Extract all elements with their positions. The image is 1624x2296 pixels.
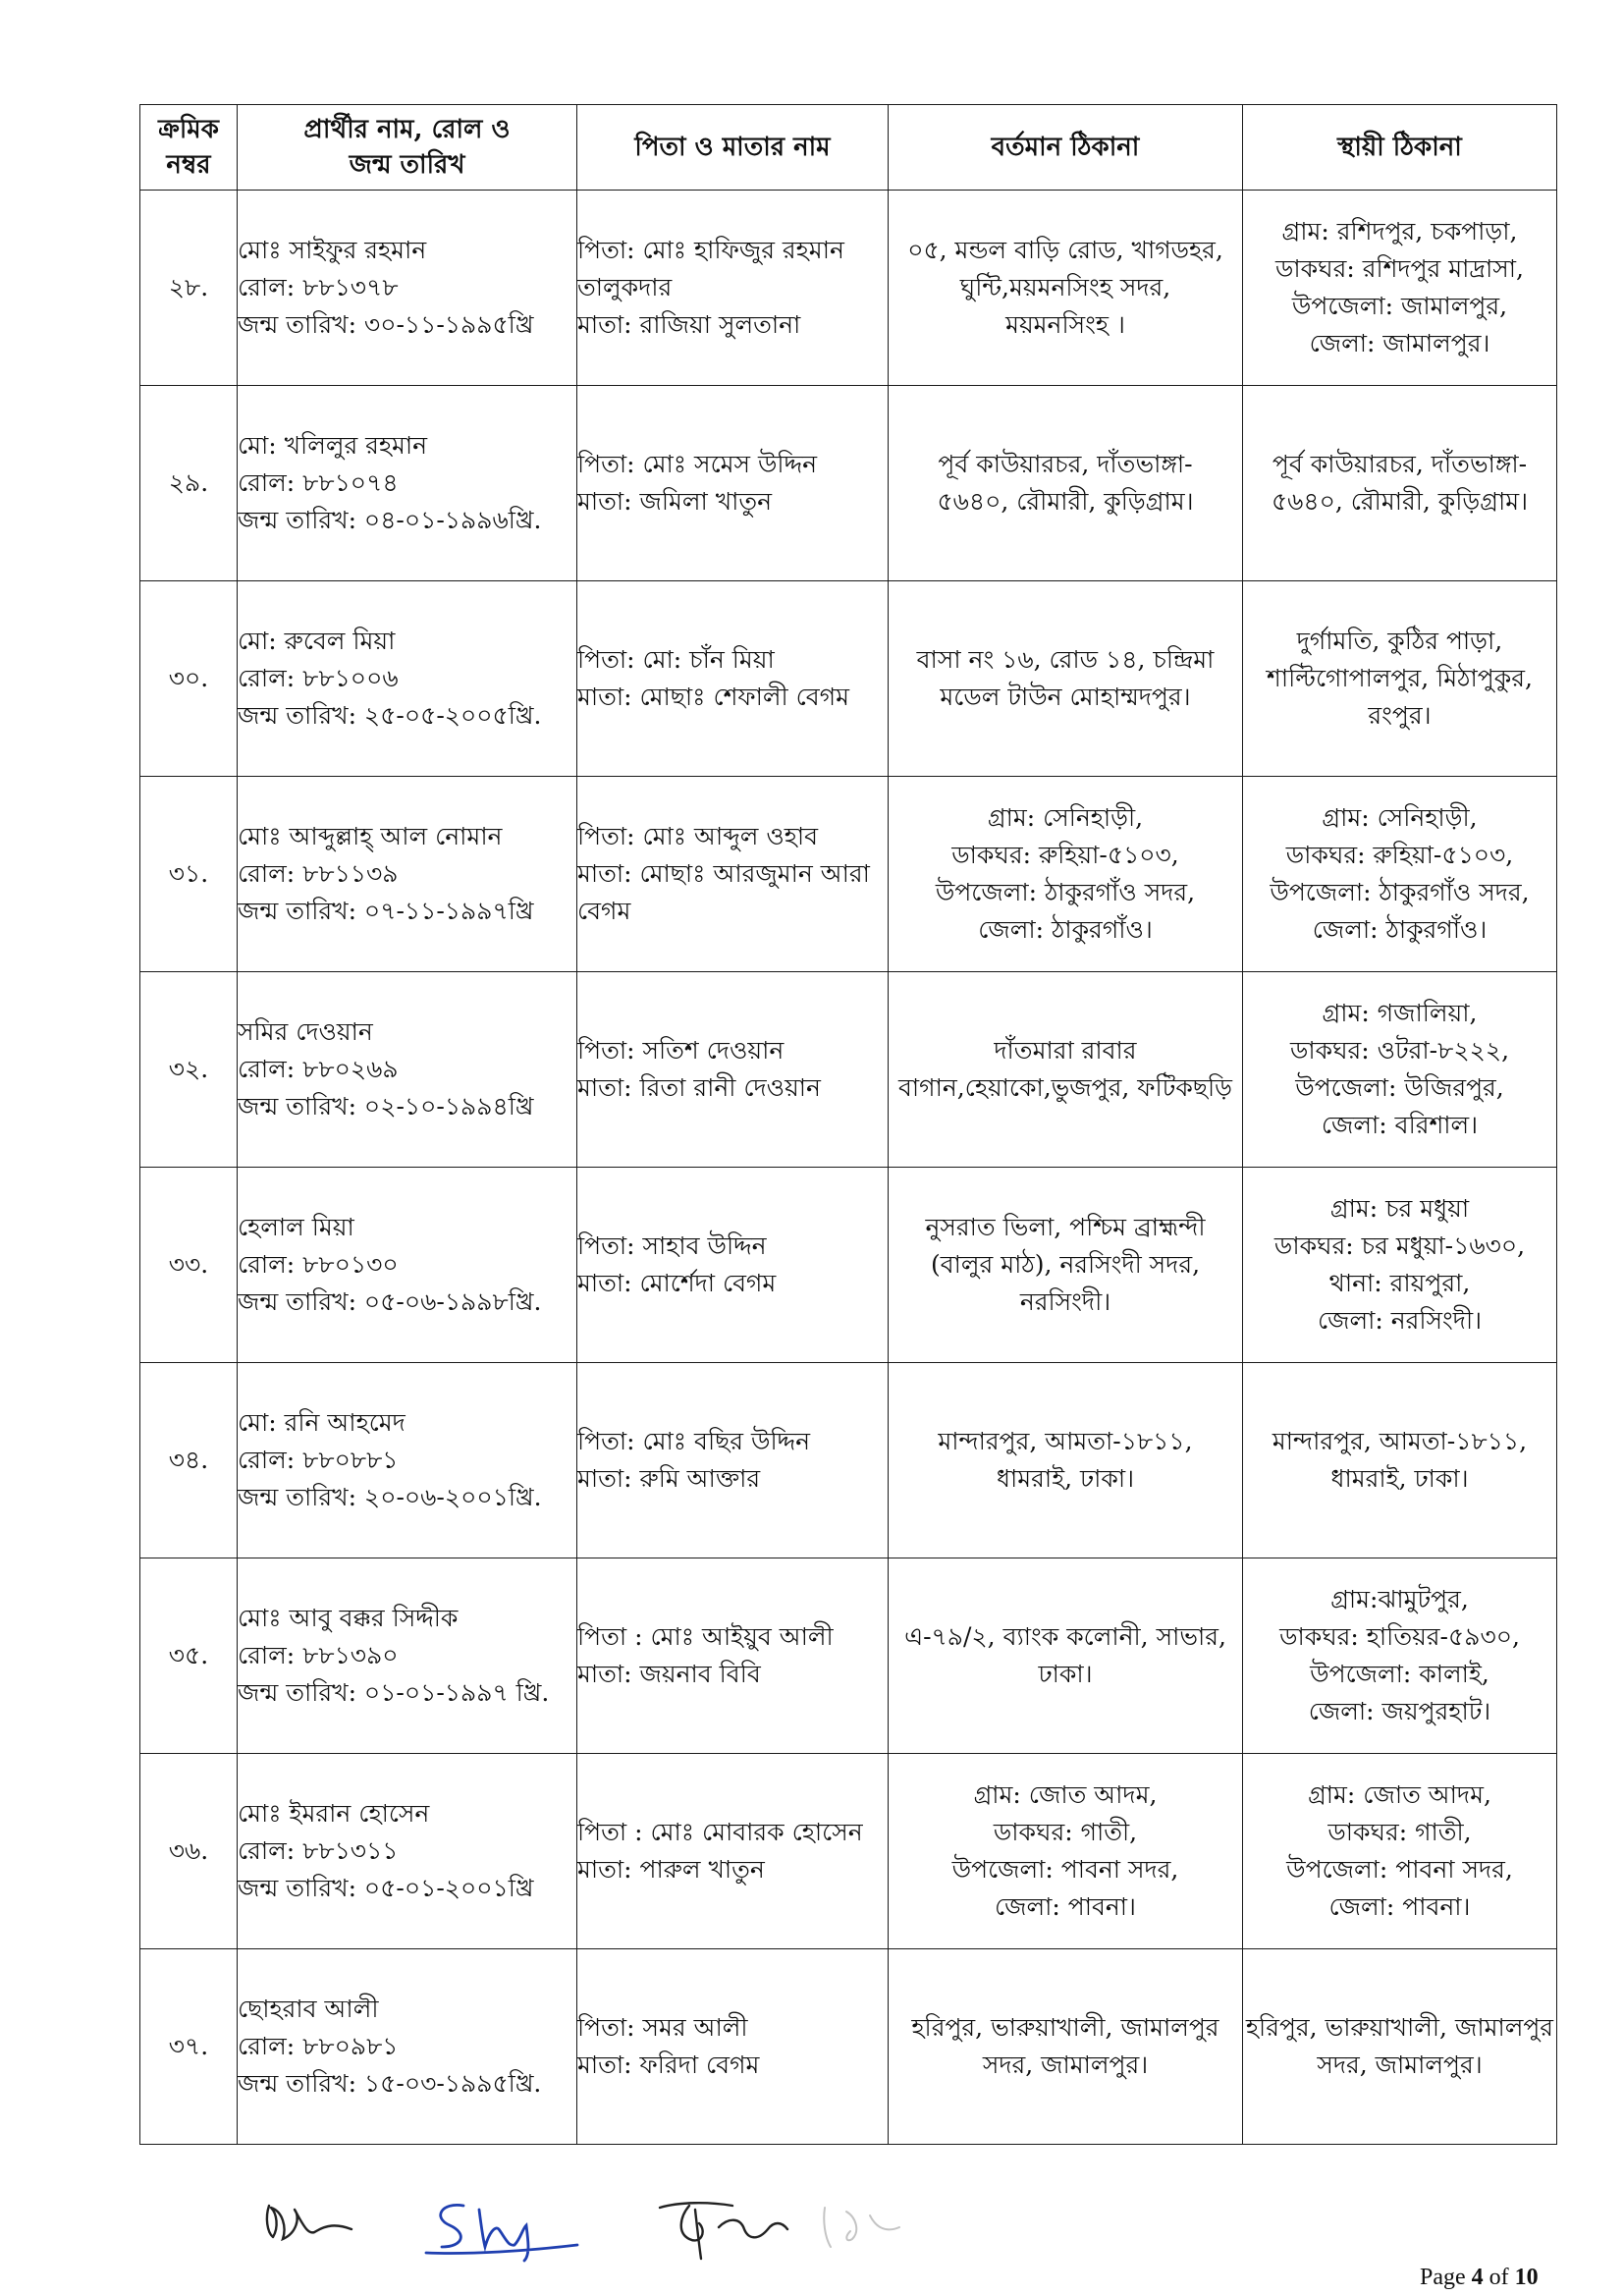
permanent-address-cell: [1243, 1558, 1557, 1754]
candidate-cell: [238, 972, 577, 1168]
parents-cell: [577, 1558, 889, 1754]
signature-3: [650, 2188, 817, 2267]
present-address-cell-line: মডেল টাউন মোহাম্মদপুর।: [940, 683, 1191, 711]
present-address-cell: [889, 581, 1243, 777]
parents-cell-line: বেগম: [577, 897, 631, 925]
candidate-cell: [238, 386, 577, 581]
table-row: [140, 1558, 1557, 1754]
parents-cell: [577, 1168, 889, 1363]
candidate-cell-line: জন্ম তারিখ: ০৭-১১-১৯৯৭খ্রি: [238, 897, 534, 925]
serial-cell: ৩০.: [140, 581, 238, 777]
present-address-cell-line: ০৫, মন্ডল বাড়ি রোড, খাগডহর,: [907, 236, 1223, 264]
candidate-cell: [238, 581, 577, 777]
candidate-cell-line: মো: রনি আহমেদ: [238, 1408, 406, 1437]
serial-cell: ৩৪.: [140, 1363, 238, 1558]
present-address-cell-line: এ-৭৯/২, ব্যাংক কলোনী, সাভার,: [904, 1622, 1226, 1651]
permanent-address-cell-line: রংপুর।: [1368, 701, 1432, 730]
present-address-cell: [889, 1558, 1243, 1754]
candidate-cell-line: জন্ম তারিখ: ২০-০৬-২০০১খ্রি.: [238, 1483, 542, 1511]
parents-cell-line: পিতা: মোঃ সমেস উদ্দিন: [577, 450, 817, 478]
page-of: of: [1489, 2265, 1509, 2290]
header-permanent-address: স্থায়ী ঠিকানা: [1243, 105, 1557, 191]
parents-cell: [577, 1363, 889, 1558]
permanent-address-cell-line: গ্রাম:ঝামুটপুর,: [1330, 1585, 1469, 1613]
candidate-cell: [238, 1754, 577, 1949]
candidate-cell-line: রোল: ৮৮১৩৯০: [238, 1641, 399, 1669]
present-address-cell: [889, 1363, 1243, 1558]
permanent-address-cell-line: গ্রাম: গজালিয়া,: [1322, 999, 1478, 1027]
candidate-cell-line: জন্ম তারিখ: ০১-০১-১৯৯৭ খ্রি.: [238, 1678, 550, 1707]
permanent-address-cell: [1243, 972, 1557, 1168]
candidate-cell: [238, 1168, 577, 1363]
present-address-cell-line: বাসা নং ১৬, রোড ১৪, চন্দ্রিমা: [916, 645, 1215, 674]
present-address-cell-line: পূর্ব কাউয়ারচর, দাঁতভাঙ্গা-: [938, 450, 1193, 478]
header-candidate-line1: প্রার্থীর নাম, রোল ও: [303, 115, 511, 144]
serial-cell: ৩৭.: [140, 1949, 238, 2145]
parents-cell-line: পিতা : মোঃ আইয়ুব আলী: [577, 1622, 834, 1651]
present-address-cell-line: ৫৬৪০, রৌমারী, কুড়িগ্রাম।: [937, 487, 1194, 516]
candidate-cell-line: জন্ম তারিখ: ২৫-০৫-২০০৫খ্রি.: [238, 701, 542, 730]
candidate-cell-line: রোল: ৮৮১০৭৪: [238, 468, 399, 497]
parents-cell-line: পিতা: সমর আলী: [577, 2013, 748, 2042]
permanent-address-cell-line: গ্রাম: চর মধুয়া: [1329, 1194, 1470, 1223]
header-serial: [140, 105, 238, 191]
permanent-address-cell-line: ডাকঘর: রুহিয়া-৫১০৩,: [1285, 841, 1514, 869]
parents-cell-line: মাতা: জমিলা খাতুন: [577, 487, 773, 516]
parents-cell-line: পিতা: মোঃ বছির উদ্দিন: [577, 1427, 811, 1455]
candidate-cell-line: মো: রুবেল মিয়া: [238, 627, 396, 655]
permanent-address-cell-line: গ্রাম: জোত আদম,: [1308, 1780, 1491, 1809]
serial-cell: ৩২.: [140, 972, 238, 1168]
page-word: Page: [1420, 2265, 1466, 2290]
permanent-address-cell: [1243, 1949, 1557, 2145]
header-candidate-line2: জন্ম তারিখ: [349, 150, 465, 180]
candidate-cell-line: জন্ম তারিখ: ১৫-০৩-১৯৯৫খ্রি.: [238, 2069, 542, 2098]
signature-4-faded: [817, 2198, 925, 2257]
candidate-table: [139, 104, 1557, 2145]
permanent-address-cell-line: জেলা: ঠাকুরগাঁও।: [1312, 915, 1488, 944]
present-address-cell-line: ধামরাই, ঢাকা।: [996, 1464, 1135, 1493]
parents-cell-line: পিতা: মোঃ আব্দুল ওহাব: [577, 822, 819, 850]
candidate-cell-line: জন্ম তারিখ: ৩০-১১-১৯৯৫খ্রি: [238, 310, 534, 339]
permanent-address-cell-line: জেলা: পাবনা।: [1328, 1892, 1471, 1921]
present-address-cell: [889, 972, 1243, 1168]
permanent-address-cell: [1243, 191, 1557, 386]
permanent-address-cell: [1243, 386, 1557, 581]
parents-cell-line: মাতা: রিতা রানী দেওয়ান: [577, 1073, 821, 1102]
permanent-address-cell-line: উপজেলা: উজিরপুর,: [1295, 1073, 1504, 1102]
permanent-address-cell: [1243, 1754, 1557, 1949]
parents-cell-line: মাতা: রাজিয়া সুলতানা: [577, 310, 801, 339]
signature-2: [420, 2196, 587, 2267]
present-address-cell-line: ডাকঘর: গাতী,: [993, 1818, 1138, 1846]
permanent-address-cell-line: উপজেলা: কালাই,: [1310, 1660, 1489, 1688]
present-address-cell-line: গ্রাম: সেনিহাড়ী,: [987, 803, 1144, 832]
page-total: 10: [1514, 2265, 1539, 2290]
candidate-cell-line: ছোহরাব আলী: [238, 1995, 379, 2023]
candidate-cell-line: মোঃ সাইফুর রহমান: [238, 236, 427, 264]
page-current: 4: [1471, 2265, 1484, 2290]
parents-cell: [577, 1949, 889, 2145]
permanent-address-cell-line: দুর্গামতি, কুঠির পাড়া,: [1296, 627, 1503, 655]
candidate-cell-line: জন্ম তারিখ: ০৫-০৬-১৯৯৮খ্রি.: [238, 1287, 542, 1316]
parents-cell-line: মাতা: মোছাঃ আরজুমান আরা: [577, 859, 870, 888]
candidate-cell-line: রোল: ৮৮০২৬৯: [238, 1055, 399, 1083]
candidate-cell-line: সমির দেওয়ান: [238, 1017, 373, 1046]
permanent-address-cell: [1243, 1168, 1557, 1363]
candidate-cell: [238, 1949, 577, 2145]
candidate-cell: [238, 191, 577, 386]
permanent-address-cell-line: উপজেলা: ঠাকুরগাঁও সদর,: [1270, 878, 1530, 906]
serial-cell: ৩৬.: [140, 1754, 238, 1949]
candidate-cell-line: মোঃ আব্দুল্লাহ্ আল নোমান: [238, 822, 503, 850]
parents-cell-line: তালুকদার: [577, 273, 673, 301]
candidate-cell-line: রোল: ৮৮১৩৭৮: [238, 273, 399, 301]
header-present-address: বর্তমান ঠিকানা: [889, 105, 1243, 191]
permanent-address-cell-line: উপজেলা: পাবনা সদর,: [1286, 1855, 1513, 1884]
present-address-cell: [889, 1168, 1243, 1363]
permanent-address-cell-line: শাল্টিগোপালপুর, মিঠাপুকুর,: [1267, 664, 1533, 692]
parents-cell-line: মাতা: জয়নাব বিবি: [577, 1660, 761, 1688]
present-address-cell: [889, 1754, 1243, 1949]
present-address-cell: [889, 191, 1243, 386]
candidate-cell: [238, 1558, 577, 1754]
parents-cell-line: মাতা: পারুল খাতুন: [577, 1855, 765, 1884]
table-header-row: [140, 105, 1557, 191]
candidate-cell: [238, 1363, 577, 1558]
parents-cell-line: মাতা: মোছাঃ শেফালী বেগম: [577, 683, 849, 711]
permanent-address-cell-line: হরিপুর, ভারুয়াখালী, জামালপুর: [1245, 2013, 1554, 2042]
present-address-cell-line: সদর, জামালপুর।: [982, 2050, 1149, 2079]
permanent-address-cell-line: গ্রাম: রশিদপুর, চকপাড়া,: [1281, 217, 1518, 246]
candidate-cell-line: রোল: ৮৮০৮৮১: [238, 1446, 399, 1474]
present-address-cell-line: (বালুর মাঠ), নরসিংদী সদর,: [930, 1250, 1201, 1279]
parents-cell-line: মাতা: রুমি আক্তার: [577, 1464, 761, 1493]
permanent-address-cell-line: গ্রাম: সেনিহাড়ী,: [1322, 803, 1478, 832]
table-row: [140, 581, 1557, 777]
parents-cell: [577, 1754, 889, 1949]
candidate-cell-line: রোল: ৮৮০৯৮১: [238, 2032, 399, 2060]
table-row: [140, 1363, 1557, 1558]
present-address-cell-line: নরসিংদী।: [1019, 1287, 1111, 1316]
permanent-address-cell-line: সদর, জামালপুর।: [1317, 2050, 1483, 2079]
serial-cell: ২৮.: [140, 191, 238, 386]
present-address-cell-line: মান্দারপুর, আমতা-১৮১১,: [938, 1427, 1193, 1455]
present-address-cell: [889, 777, 1243, 972]
present-address-cell-line: ময়মনসিংহ ।: [1005, 310, 1125, 339]
present-address-cell-line: গ্রাম: জোত আদম,: [973, 1780, 1158, 1809]
present-address-cell: [889, 1949, 1243, 2145]
present-address-cell-line: উপজেলা: পাবনা সদর,: [951, 1855, 1179, 1884]
table-row: [140, 386, 1557, 581]
permanent-address-cell-line: ডাকঘর: রশিদপুর মাদ্রাসা,: [1275, 254, 1524, 283]
header-candidate: [238, 105, 577, 191]
candidate-cell-line: জন্ম তারিখ: ০২-১০-১৯৯৪খ্রি: [238, 1092, 534, 1121]
parents-cell: [577, 972, 889, 1168]
permanent-address-cell-line: ডাকঘর: গাতী,: [1327, 1818, 1472, 1846]
present-address-cell-line: ডাকঘর: রুহিয়া-৫১০৩,: [951, 841, 1179, 869]
parents-cell: [577, 581, 889, 777]
candidate-cell-line: মো: খলিলুর রহমান: [238, 431, 428, 460]
permanent-address-cell: [1243, 1363, 1557, 1558]
parents-cell-line: পিতা : মোঃ মোবারক হোসেন: [577, 1818, 863, 1846]
header-parents: পিতা ও মাতার নাম: [577, 105, 889, 191]
candidate-cell-line: রোল: ৮৮১০০৬: [238, 664, 399, 692]
present-address-cell-line: জেলা: পাবনা।: [994, 1892, 1136, 1921]
table-row: [140, 191, 1557, 386]
permanent-address-cell-line: ডাকঘর: ওটরা-৮২২২,: [1289, 1036, 1510, 1065]
permanent-address-cell: [1243, 777, 1557, 972]
parents-cell: [577, 386, 889, 581]
table-row: [140, 1754, 1557, 1949]
candidate-cell-line: রোল: ৮৮১৩১১: [238, 1836, 399, 1865]
permanent-address-cell-line: ডাকঘর: চর মধুয়া-১৬৩০,: [1273, 1231, 1526, 1260]
permanent-address-cell-line: ডাকঘর: হাতিয়র-৫৯৩০,: [1279, 1622, 1520, 1651]
permanent-address-cell-line: জেলা: নরসিংদী।: [1317, 1306, 1483, 1335]
header-serial-line1: ক্রমিক: [158, 115, 219, 144]
candidate-cell-line: মোঃ ইমরান হোসেন: [238, 1799, 430, 1828]
parents-cell-line: মাতা: ফরিদা বেগম: [577, 2050, 760, 2079]
present-address-cell-line: উপজেলা: ঠাকুরগাঁও সদর,: [935, 878, 1196, 906]
permanent-address-cell-line: ৫৬৪০, রৌমারী, কুড়িগ্রাম।: [1271, 487, 1529, 516]
present-address-cell: [889, 386, 1243, 581]
table-row: [140, 777, 1557, 972]
header-serial-line2: নম্বর: [166, 150, 211, 180]
permanent-address-cell-line: উপজেলা: জামালপুর,: [1291, 292, 1508, 320]
candidate-cell-line: জন্ম তারিখ: ০৫-০১-২০০১খ্রি: [238, 1874, 534, 1902]
candidate-cell-line: রোল: ৮৮১১৩৯: [238, 859, 399, 888]
permanent-address-cell-line: ধামরাই, ঢাকা।: [1330, 1464, 1469, 1493]
candidate-cell-line: মোঃ আবু বক্কর সিদ্দীক: [238, 1604, 459, 1632]
table-row: [140, 972, 1557, 1168]
present-address-cell-line: ঘুন্টি,ময়মনসিংহ সদর,: [959, 273, 1171, 301]
table-row: [140, 1168, 1557, 1363]
table-row: [140, 1949, 1557, 2145]
serial-cell: ২৯.: [140, 386, 238, 581]
parents-cell-line: পিতা: সতিশ দেওয়ান: [577, 1036, 785, 1065]
candidate-cell-line: হেলাল মিয়া: [238, 1213, 354, 1241]
candidate-cell: [238, 777, 577, 972]
present-address-cell-line: জেলা: ঠাকুরগাঁও।: [978, 915, 1153, 944]
parents-cell: [577, 777, 889, 972]
present-address-cell-line: দাঁতমারা রাবার: [994, 1036, 1137, 1065]
serial-cell: ৩৫.: [140, 1558, 238, 1754]
permanent-address-cell-line: জেলা: জয়পুরহাট।: [1308, 1697, 1491, 1725]
present-address-cell-line: বাগান,হেয়াকো,ভুজপুর, ফটিকছড়ি: [898, 1073, 1232, 1102]
present-address-cell-line: হরিপুর, ভারুয়াখালী, জামালপুর: [911, 2013, 1219, 2042]
permanent-address-cell-line: জেলা: বরিশাল।: [1321, 1111, 1479, 1139]
permanent-address-cell-line: থানা: রায়পুরা,: [1328, 1269, 1471, 1297]
permanent-address-cell: [1243, 581, 1557, 777]
present-address-cell-line: ঢাকা।: [1038, 1660, 1093, 1688]
candidate-cell-line: রোল: ৮৮০১৩০: [238, 1250, 399, 1279]
permanent-address-cell-line: পূর্ব কাউয়ারচর, দাঁতভাঙ্গা-: [1272, 450, 1528, 478]
parents-cell-line: মাতা: মোর্শেদা বেগম: [577, 1269, 777, 1297]
parents-cell-line: পিতা: মো: চাঁন মিয়া: [577, 645, 775, 674]
serial-cell: ৩৩.: [140, 1168, 238, 1363]
candidate-cell-line: জন্ম তারিখ: ০৪-০১-১৯৯৬খ্রি.: [238, 506, 542, 534]
serial-cell: ৩১.: [140, 777, 238, 972]
parents-cell-line: পিতা: মোঃ হাফিজুর রহমান: [577, 236, 844, 264]
page-number: [1420, 2265, 1577, 2291]
permanent-address-cell-line: মান্দারপুর, আমতা-১৮১১,: [1272, 1427, 1528, 1455]
parents-cell-line: পিতা: সাহাব উদ্দিন: [577, 1231, 767, 1260]
permanent-address-cell-line: জেলা: জামালপুর।: [1309, 329, 1490, 357]
signature-1: [257, 2188, 365, 2257]
present-address-cell-line: নুসরাত ভিলা, পশ্চিম ব্রাহ্মন্দী: [925, 1213, 1206, 1241]
parents-cell: [577, 191, 889, 386]
